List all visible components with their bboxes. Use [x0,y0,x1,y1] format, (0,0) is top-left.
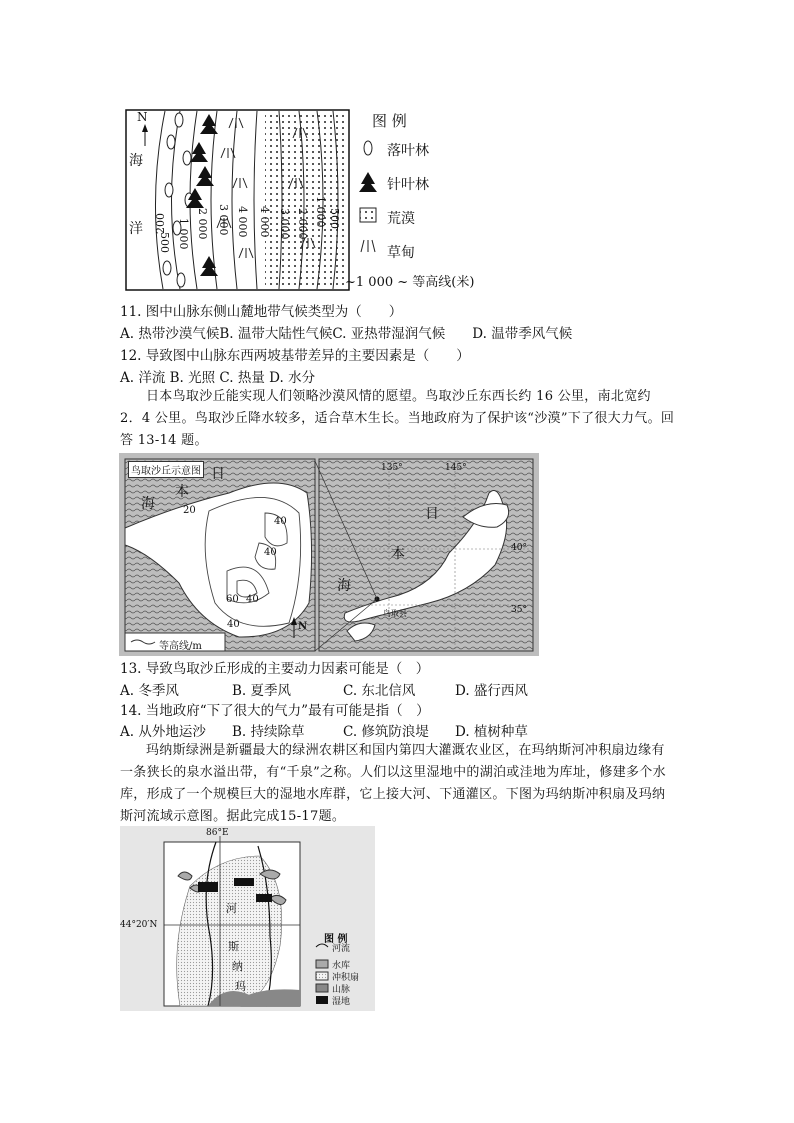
lon-label: 86°E [206,828,229,838]
question-13-option-c: C. 东北信风 [343,683,416,699]
label-ben: 本 [175,484,189,500]
legend-alluvial-fan: 冲积扇 [332,973,360,983]
legend-title: 图 例 [324,934,348,945]
north-label: N [298,621,308,632]
contour-label: 200 [154,213,167,234]
contour-label: 500 [328,208,341,229]
legend-meadow: 草甸 [387,245,415,261]
lat-40: 40° [511,543,527,553]
question-14-option-a: A. 从外地运沙 [120,724,206,740]
contour-label: 3 000 [217,204,230,236]
contour-label: 40 [246,594,259,605]
passage-tottori: 日本鸟取沙丘能实现人们领略沙漠风情的愿望。鸟取沙丘东西长约 16 公里，南北宽约 2．4 公里。鸟取沙丘降水较多，适合草木生长。当地政府为了保护该“沙漠”下了很大力气。回答 13-14 题。 [120,389,675,448]
contour-label: 20 [183,505,196,516]
passage-manas: 玛纳斯绿洲是新疆最大的绿洲农耕区和国内第四大灌溉农业区，在玛纳斯河冲积扇边缘有一条狭长的泉水溢出带，有“千泉”之称。人们以这里湿地中的湖泊或洼地为库址，修建多个水库，形成了一个规模巨大的湿地水库群，它上接大河、下通灌区。下图为玛纳斯冲积扇及玛纳斯河流域示意图。据此完成15-17题。 [120,743,666,824]
river-char: 玛 [235,980,246,993]
question-14-stem: 14. 当地政府“下了很大的气力”最有可能是指（ ） [120,703,430,719]
contour-label: 4 000 [258,206,271,238]
legend-conifer: 针叶林 [387,177,429,193]
legend-wetland: 湿地 [332,997,351,1007]
label-ri: 日 [211,466,225,482]
question-13-stem: 13. 导致鸟取沙丘形成的主要动力因素可能是（ ） [120,661,430,677]
map-label-ben: 本 [391,546,405,562]
sea-label-2: 洋 [129,221,143,237]
river-char: 河 [226,902,237,915]
question-11-stem: 11. 图中山脉东侧山麓地带气候类型为（ ） [120,304,403,320]
question-14-option-d: D. 植树种草 [455,724,528,740]
river-char: 斯 [228,940,239,953]
legend-reservoir: 水库 [332,961,351,971]
question-12-stem: 12. 导致图中山脉东西两坡基带差异的主要因素是（ ） [120,348,470,364]
legend-title: 图 例 [372,112,407,130]
contour-label: 2 000 [296,208,309,240]
legend-mountain: 山脉 [332,985,351,995]
question-11-options: A. 热带沙漠气候B. 温带大陆性气候C. 亚热带湿润气候 D. 温带季风气候 [120,326,573,342]
sea-label-1: 海 [129,153,143,169]
fig2-title: 鸟取沙丘示意图 [128,461,204,478]
contour-label: 500 [158,232,171,253]
legend-desert: 荒漠 [387,211,415,227]
contour-label: 4 000 [236,206,249,238]
question-13-option-a: A. 冬季风 [120,683,179,699]
legend-symbols [358,138,378,268]
question-13-option-b: B. 夏季风 [232,683,292,699]
legend-contour: ~1 000 ~ 等高线(米) [345,275,475,290]
north-label: N [137,110,148,124]
contour-label: 40 [264,547,277,558]
vegetation-contour-map [125,108,495,293]
contour-label: 1 000 [177,218,190,250]
map-label-hai: 海 [337,578,351,594]
lat-35: 35° [511,605,527,615]
contour-legend: 等高线/m [159,641,202,652]
question-14-option-b: B. 持续除草 [232,724,305,740]
question-13-option-d: D. 盛行西风 [455,683,528,699]
contour-label: 1 000 [314,196,327,228]
label-hai: 海 [141,496,155,512]
contour-label: 2 000 [196,208,209,240]
contour-label: 40 [227,619,240,630]
figure-vegetation-contours [125,108,495,293]
question-12-options: A. 洋流 B. 光照 C. 热量 D. 水分 [120,370,316,386]
question-14-option-c: C. 修筑防浪堤 [343,724,429,740]
contour-label: 40 [274,516,287,527]
legend-river: 河流 [332,944,351,954]
lon-135: 135° [381,463,403,473]
county-label: 鸟取县 [383,609,407,618]
figure-manas-fan [120,826,375,1011]
contour-label: 60 [226,594,239,605]
lon-145: 145° [445,463,467,473]
figure-tottori-dune [119,453,539,656]
legend-deciduous: 落叶林 [387,143,429,159]
river-char: 纳 [232,960,243,973]
map-label-ri: 日 [425,506,439,522]
lat-label: 44°20′N [120,920,158,930]
contour-label: 3 000 [278,208,291,240]
